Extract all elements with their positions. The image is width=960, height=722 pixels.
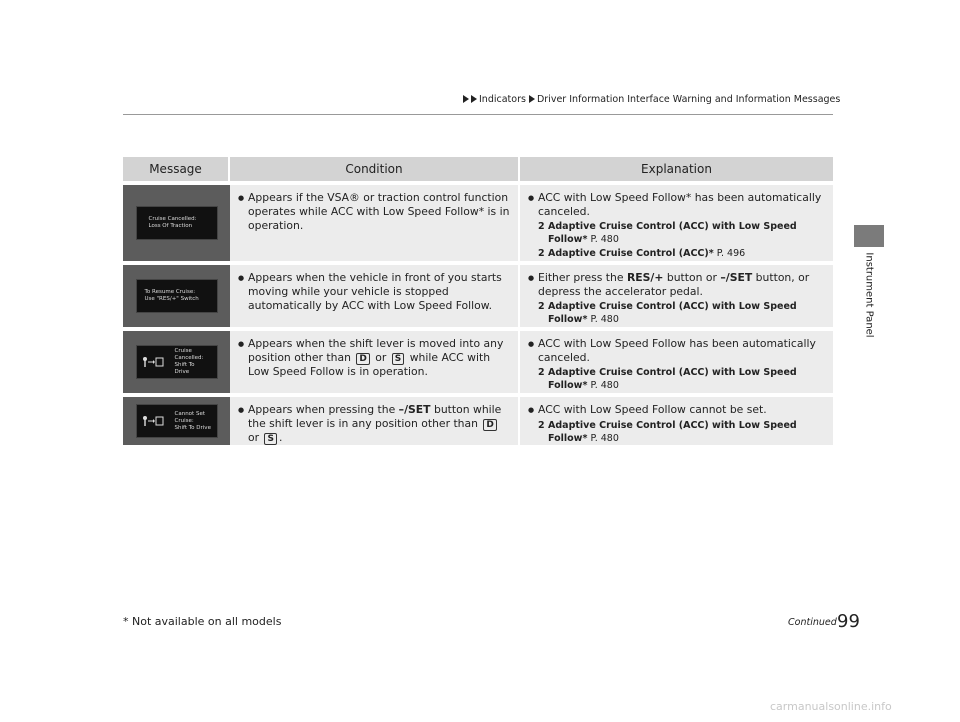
screen-line: Shift To: [174, 362, 195, 368]
set-button-label: –/SET: [720, 271, 753, 284]
condition-cell: [230, 397, 520, 445]
explanation-text: ACC with Low Speed Follow has been automatically canceled.: [538, 337, 816, 364]
explanation-cell: [520, 185, 833, 261]
explanation-cell: [520, 397, 833, 445]
condition-cell: [230, 185, 520, 261]
condition-text: Appears when the shift lever is moved into any position other than D or S while ACC with Low Speed Follow is in operation.: [248, 337, 504, 378]
header-explanation: Explanation: [641, 162, 712, 176]
watermark: carmanualsonline.info: [770, 700, 892, 713]
breadcrumb: [463, 94, 840, 105]
display-screen: [136, 206, 218, 240]
bullet-icon: [528, 191, 538, 219]
reference-arrow-icon: 2: [538, 221, 545, 232]
triangle-icon: [463, 95, 469, 103]
screen-line: Shift To Drive: [174, 424, 211, 431]
reference-link[interactable]: [528, 419, 825, 445]
shift-lever-icon: [142, 415, 164, 427]
reference-page: P. 480: [590, 380, 619, 391]
screen-line: Cancelled:: [174, 355, 204, 361]
section-tab: [854, 225, 884, 247]
message-cell: [123, 185, 230, 261]
header-condition: Condition: [230, 157, 520, 181]
message-cell: [123, 265, 230, 327]
table-header: [123, 157, 833, 181]
header-message: Message: [123, 157, 230, 181]
footnote: * Not available on all models: [123, 615, 282, 628]
display-screen: [136, 404, 218, 438]
display-screen: [136, 345, 218, 379]
explanation-text: ACC with Low Speed Follow* has been automatically canceled.: [538, 191, 822, 218]
table-row: [123, 397, 833, 445]
condition-text: Appears when pressing the –/SET button while the shift lever is in any position other than D or S .: [248, 403, 502, 444]
reference-title: Adaptive Cruise Control (ACC) with Low Speed Follow*: [548, 367, 797, 391]
reference-title: Adaptive Cruise Control (ACC) with Low Speed Follow*: [548, 420, 797, 444]
explanation-text: Either press the RES/+ button or –/SET button, or depress the accelerator pedal.: [538, 271, 810, 298]
breadcrumb-part-2: Driver Information Interface Warning and Information Messages: [536, 94, 841, 105]
reference-link[interactable]: [528, 366, 825, 392]
reference-link[interactable]: [528, 247, 825, 260]
table-row: [123, 331, 833, 393]
reference-page: P. 480: [590, 234, 619, 245]
screen-line: Cruise Cancelled:: [148, 216, 197, 222]
section-label: Instrument Panel: [863, 252, 875, 338]
condition-cell: [230, 331, 520, 393]
reference-arrow-icon: 2: [538, 248, 545, 259]
gear-d-key: D: [483, 419, 496, 431]
messages-table: [123, 157, 833, 445]
triangle-icon: [529, 95, 535, 103]
gear-d-key: D: [356, 353, 369, 365]
explanation-cell: [520, 331, 833, 393]
reference-arrow-icon: 2: [538, 367, 545, 378]
condition-text: Appears if the VSA® or traction control function operates while ACC with Low Speed Follow* is in operation.: [248, 191, 510, 232]
screen-line: Cruise:: [174, 417, 194, 424]
gear-s-key: S: [392, 353, 404, 365]
reference-page: P. 496: [716, 248, 746, 259]
table-row: [123, 265, 833, 327]
screen-line: Cruise: [174, 348, 192, 354]
reference-link[interactable]: [528, 220, 825, 246]
reference-link[interactable]: [528, 300, 825, 326]
breadcrumb-part-1: Indicators: [479, 94, 526, 105]
screen-line: Cannot Set: [174, 410, 205, 417]
reference-title: Adaptive Cruise Control (ACC) with Low Speed Follow*: [548, 301, 797, 325]
triangle-icon: [471, 95, 477, 103]
bullet-icon: [528, 337, 538, 365]
bullet-icon: [238, 271, 248, 313]
screen-line: To Resume Cruise:: [144, 289, 196, 295]
bullet-icon: [528, 403, 538, 418]
bullet-icon: [238, 337, 248, 379]
res-button-label: RES/+: [626, 271, 664, 284]
message-cell: [123, 331, 230, 393]
condition-cell: [230, 265, 520, 327]
screen-line: Loss Of Traction: [148, 223, 193, 229]
page-number: 99: [837, 611, 860, 632]
gear-s-key: S: [264, 433, 276, 445]
condition-text: Appears when the vehicle in front of you starts moving while your vehicle is stopped automatically by ACC with Low Speed Follow.: [248, 271, 502, 312]
bullet-icon: [528, 271, 538, 299]
continued-label: Continued: [788, 617, 837, 628]
display-screen: [136, 279, 218, 313]
reference-page: P. 480: [590, 314, 619, 325]
shift-lever-icon: [142, 356, 164, 368]
set-button-label: –/SET: [398, 403, 431, 416]
explanation-text: ACC with Low Speed Follow cannot be set.: [538, 403, 767, 416]
screen-line: Use "RES/+" Switch: [144, 296, 199, 302]
reference-title: Adaptive Cruise Control (ACC) with Low Speed Follow*: [548, 221, 797, 245]
bullet-icon: [238, 403, 248, 445]
bullet-icon: [238, 191, 248, 233]
reference-title: Adaptive Cruise Control (ACC)*: [548, 248, 714, 259]
table-row: [123, 185, 833, 261]
reference-arrow-icon: 2: [538, 420, 545, 431]
reference-arrow-icon: 2: [538, 301, 545, 312]
message-cell: [123, 397, 230, 445]
reference-page: P. 480: [590, 433, 619, 444]
screen-line: Drive: [174, 369, 190, 375]
header-divider: [123, 114, 833, 115]
explanation-cell: [520, 265, 833, 327]
